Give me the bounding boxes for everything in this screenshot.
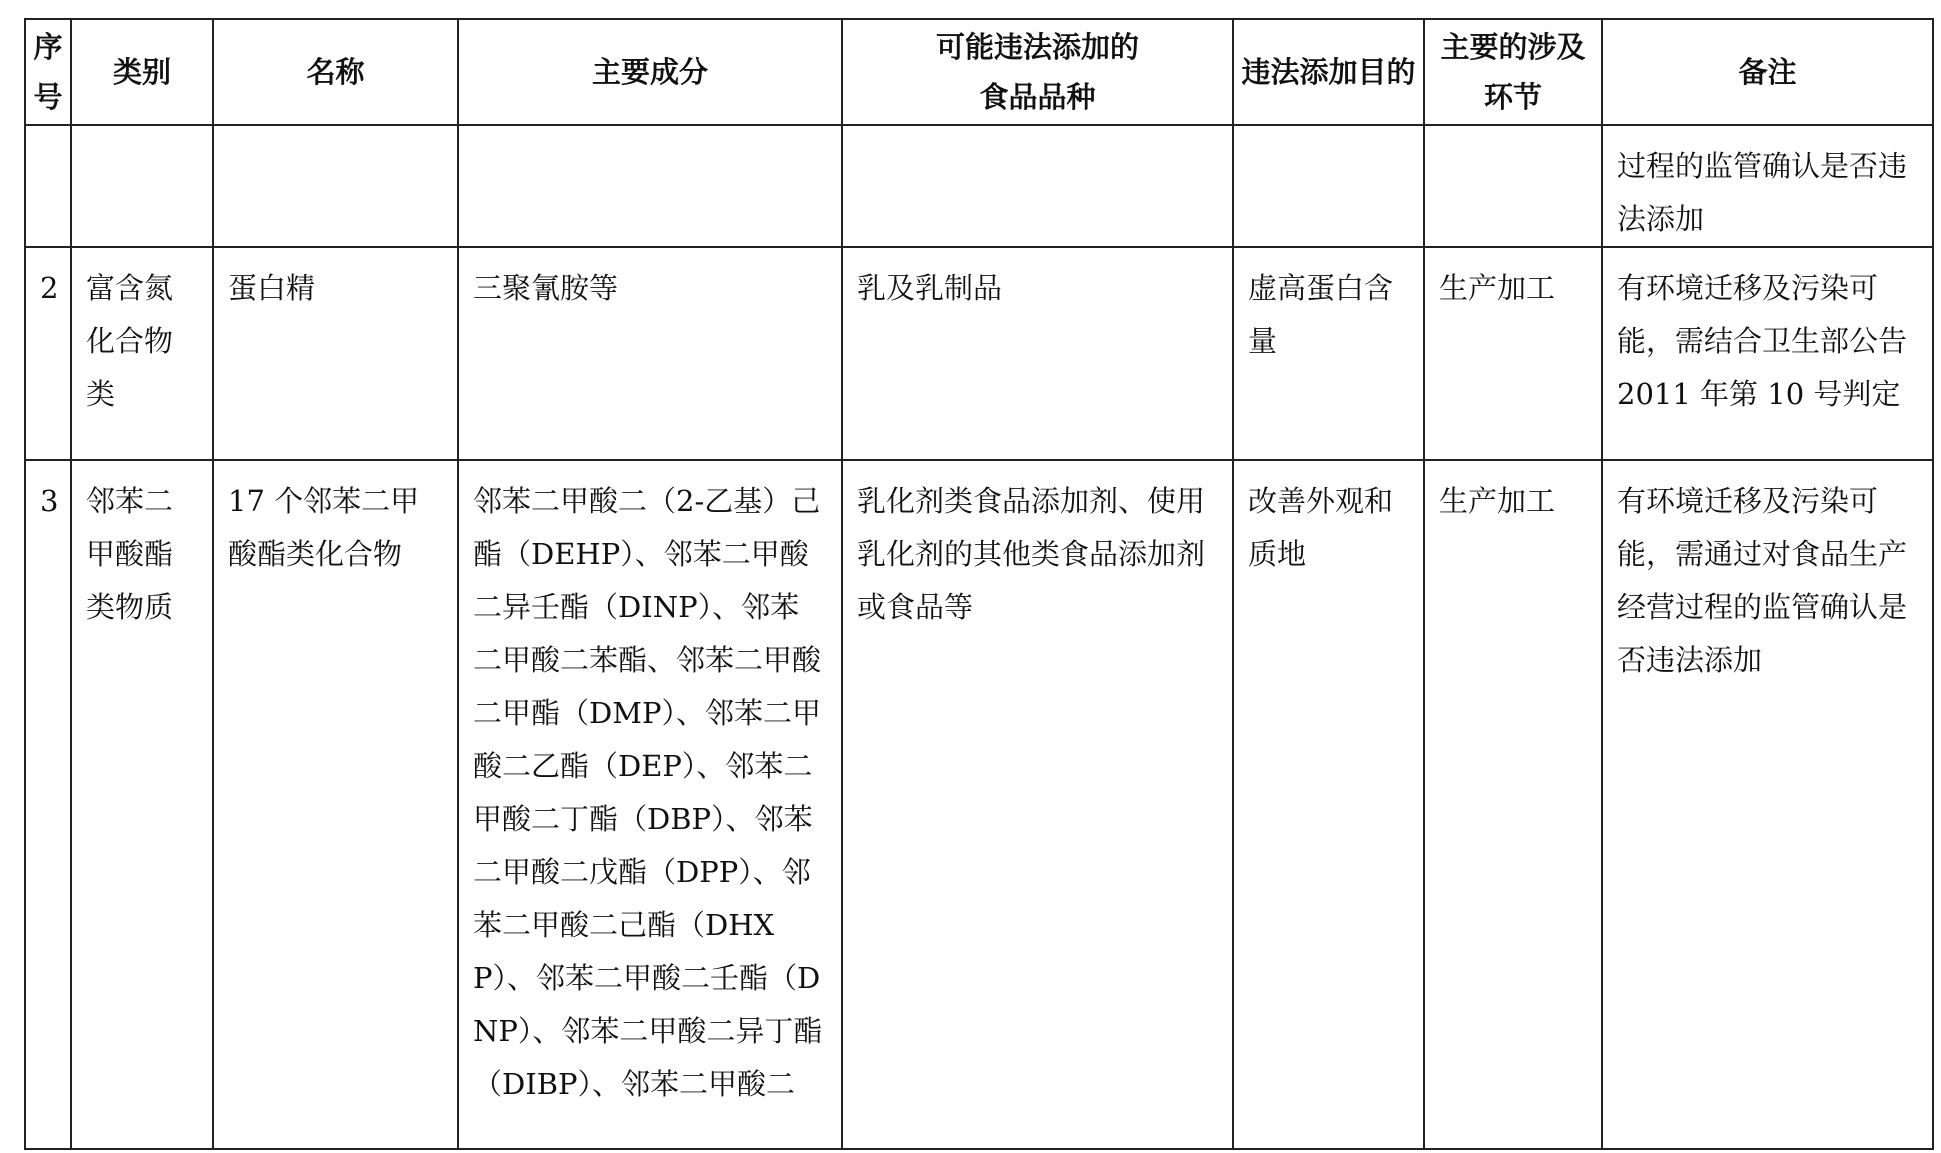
cell-purpose: 虚高蛋白含量 [1233, 247, 1424, 460]
header-purpose: 违法添加目的 [1233, 19, 1424, 125]
cell-foods [842, 125, 1233, 247]
header-no: 序号 [25, 19, 71, 125]
cell-name: 蛋白精 [213, 247, 458, 460]
header-remarks: 备注 [1602, 19, 1933, 125]
cell-remarks: 有环境迁移及污染可能，需通过对食品生产经营过程的监管确认是否违法添加 [1602, 460, 1933, 1149]
table-row [25, 247, 1933, 460]
table-header-row [25, 19, 1933, 125]
cell-foods: 乳化剂类食品添加剂、使用乳化剂的其他类食品添加剂或食品等 [842, 460, 1233, 1149]
cell-remarks: 过程的监管确认是否违法添加 [1602, 125, 1933, 247]
cell-category [71, 125, 213, 247]
cell-category: 邻苯二甲酸酯类物质 [71, 460, 213, 1149]
header-main-ingredients: 主要成分 [458, 19, 842, 125]
header-name: 名称 [213, 19, 458, 125]
cell-no: 2 [25, 247, 71, 460]
header-foods: 可能违法添加的食品品种 [842, 19, 1233, 125]
cell-stage [1424, 125, 1602, 247]
cell-main-ingredients: 三聚氰胺等 [458, 247, 842, 460]
cell-stage: 生产加工 [1424, 460, 1602, 1149]
header-category: 类别 [71, 19, 213, 125]
additive-table [24, 18, 1934, 1150]
cell-no [25, 125, 71, 247]
header-stage: 主要的涉及环节 [1424, 19, 1602, 125]
cell-no: 3 [25, 460, 71, 1149]
cell-remarks: 有环境迁移及污染可能，需结合卫生部公告 2011 年第 10 号判定 [1602, 247, 1933, 460]
cell-category: 富含氮化合物类 [71, 247, 213, 460]
cell-purpose: 改善外观和质地 [1233, 460, 1424, 1149]
cell-foods: 乳及乳制品 [842, 247, 1233, 460]
cell-name [213, 125, 458, 247]
cell-name: 17 个邻苯二甲酸酯类化合物 [213, 460, 458, 1149]
cell-purpose [1233, 125, 1424, 247]
table-row [25, 125, 1933, 247]
cell-main-ingredients [458, 125, 842, 247]
cell-stage: 生产加工 [1424, 247, 1602, 460]
table-row [25, 460, 1933, 1149]
cell-main-ingredients: 邻苯二甲酸二（2-乙基）己酯（DEHP）、邻苯二甲酸二异壬酯（DINP）、邻苯二甲酸二苯酯、邻苯二甲酸二甲酯（DMP）、邻苯二甲酸二乙酯（DEP）、邻苯二甲酸二丁酯（DBP）、邻苯二甲酸二戊酯（DPP）、邻苯二甲酸二己酯（DHXP）、邻苯二甲酸二壬酯（DNP）、邻苯二甲酸二异丁酯（DIBP）、邻苯二甲酸二 [458, 460, 842, 1149]
